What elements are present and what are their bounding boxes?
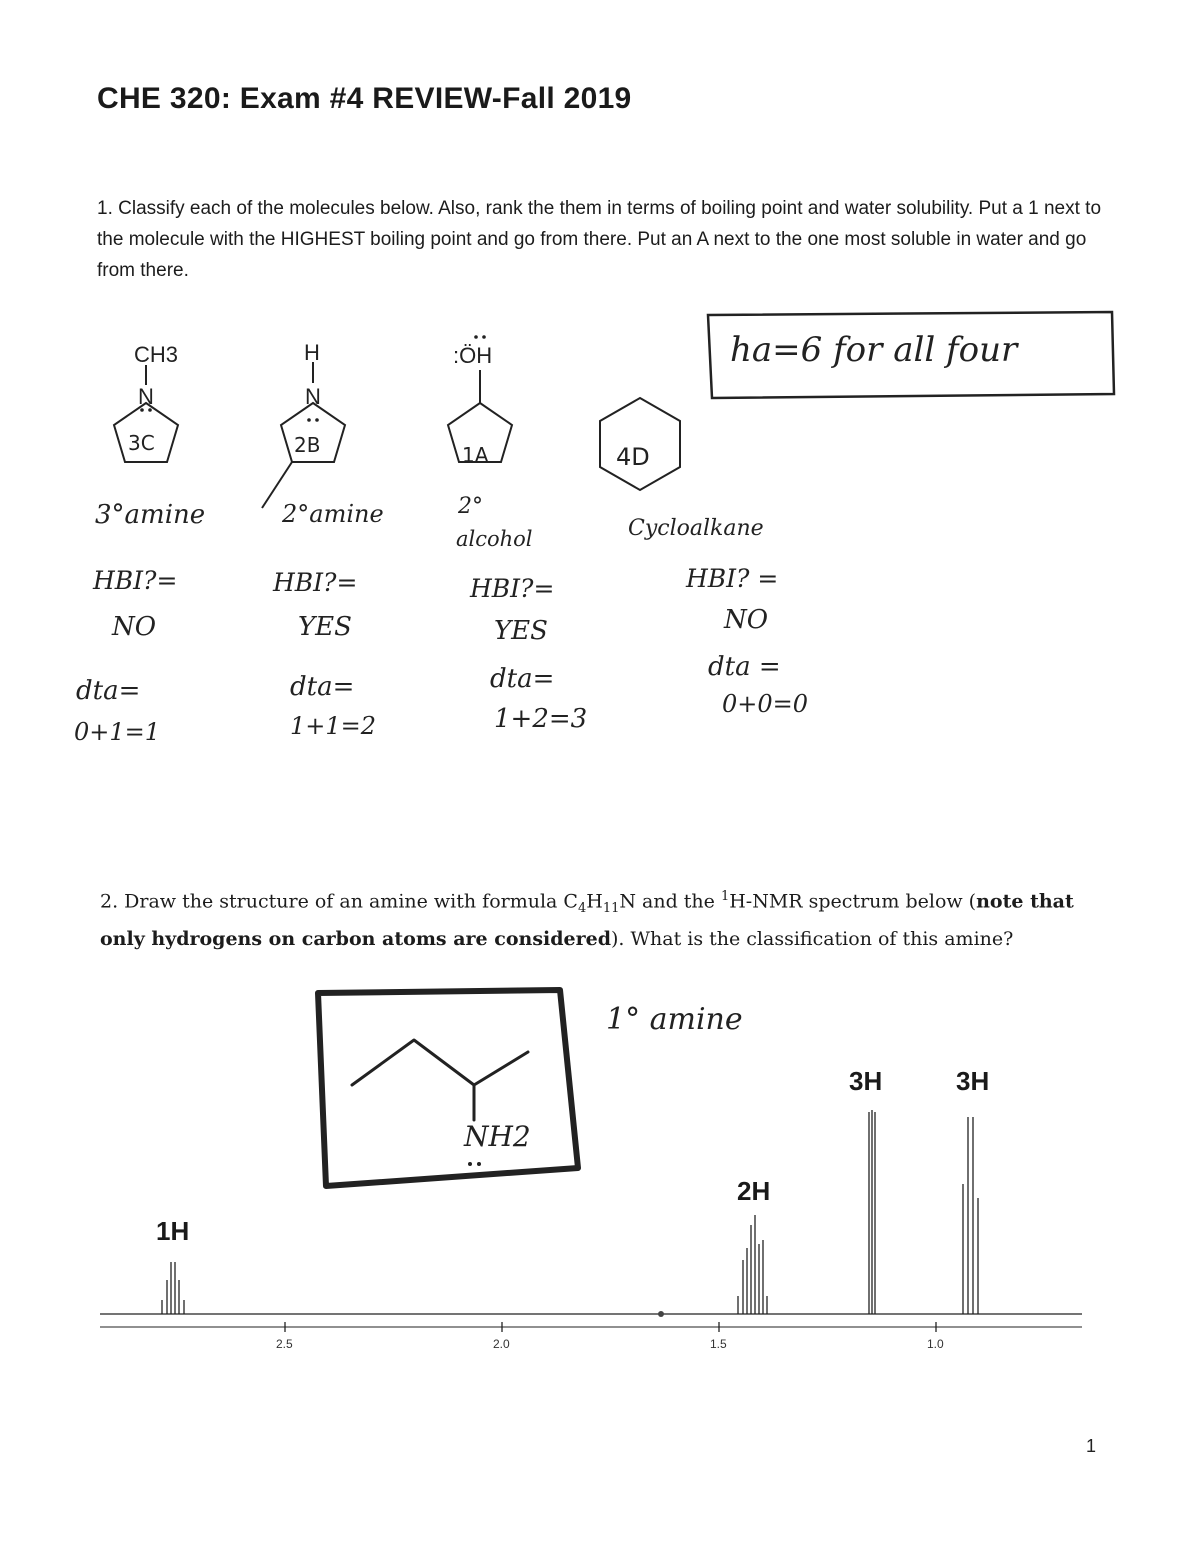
m3-hbi-answer: YES: [494, 616, 548, 646]
m1-substituent: CH3: [134, 342, 179, 367]
m3-class-line2: alcohol: [456, 527, 533, 551]
m1-class: 3°amine: [95, 500, 206, 530]
m4-dta-value: 0+0=0: [722, 690, 809, 718]
nmr-peak-label: 3H: [849, 1066, 883, 1096]
m3-substituent: :ÖH: [453, 343, 493, 368]
m1-rank: 3C: [128, 431, 155, 455]
m2-dta: dta=: [290, 672, 355, 702]
nmr-tick-label: 1.5: [710, 1337, 727, 1351]
m3-hbi: HBI?=: [470, 574, 555, 603]
nmr-tick-label: 1.0: [927, 1337, 944, 1351]
nmr-peak-label: 3H: [956, 1066, 990, 1096]
question-1-text: 1. Classify each of the molecules below. Also, rank the them in terms of boiling point and water solubility. Put a 1 next to the molecule with the HIGHEST boiling point and go from there. Put an A next to the one most soluble in water and go from there.: [97, 198, 1102, 281]
m1-atom: N: [138, 384, 154, 409]
m3-class-line1: 2°: [458, 494, 483, 519]
page-number: 1: [1086, 1436, 1097, 1456]
m1-hbi: HBI?=: [93, 566, 178, 595]
answer-classification: 1° amine: [606, 1002, 743, 1037]
m1-dta: dta=: [76, 676, 141, 706]
m2-substituent: H: [304, 340, 320, 365]
m2-class: 2°amine: [282, 500, 384, 528]
m4-rank: 4D: [616, 443, 650, 471]
m4-hbi-answer: NO: [724, 605, 769, 635]
nmr-peak-label: 1H: [156, 1216, 190, 1246]
box-note: ha=6 for all four: [730, 330, 1018, 370]
m4-dta: dta =: [708, 652, 781, 682]
m2-rank: 2B: [294, 433, 321, 457]
m4-class: Cycloalkane: [628, 516, 764, 541]
m2-hbi: HBI?=: [273, 568, 358, 597]
m2-hbi-answer: YES: [298, 612, 352, 642]
m2-dta-value: 1+1=2: [290, 712, 377, 740]
m1-dta-value: 0+1=1: [74, 718, 161, 746]
page-title: CHE 320: Exam #4 REVIEW-Fall 2019: [97, 82, 632, 115]
m2-atom: N: [305, 384, 321, 409]
m3-rank: 1A: [462, 443, 489, 467]
m1-hbi-answer: NO: [112, 612, 157, 642]
nmr-peak-label: 2H: [737, 1176, 771, 1206]
m3-dta: dta=: [490, 664, 555, 694]
m4-hbi: HBI? =: [686, 564, 779, 593]
question-2-text: 2. Draw the structure of an amine with formula $C_4H_{11}N$ and the $^1$H-NMR spectrum below (note that only hydrogens on carbon atoms are considered). What is the classification of this amine?: [100, 889, 1074, 951]
m3-dta-value: 1+2=3: [494, 704, 588, 734]
answer-amine-group: NH2: [464, 1120, 531, 1153]
nmr-tick-label: 2.5: [276, 1337, 293, 1351]
nmr-tick-label: 2.0: [493, 1337, 510, 1351]
